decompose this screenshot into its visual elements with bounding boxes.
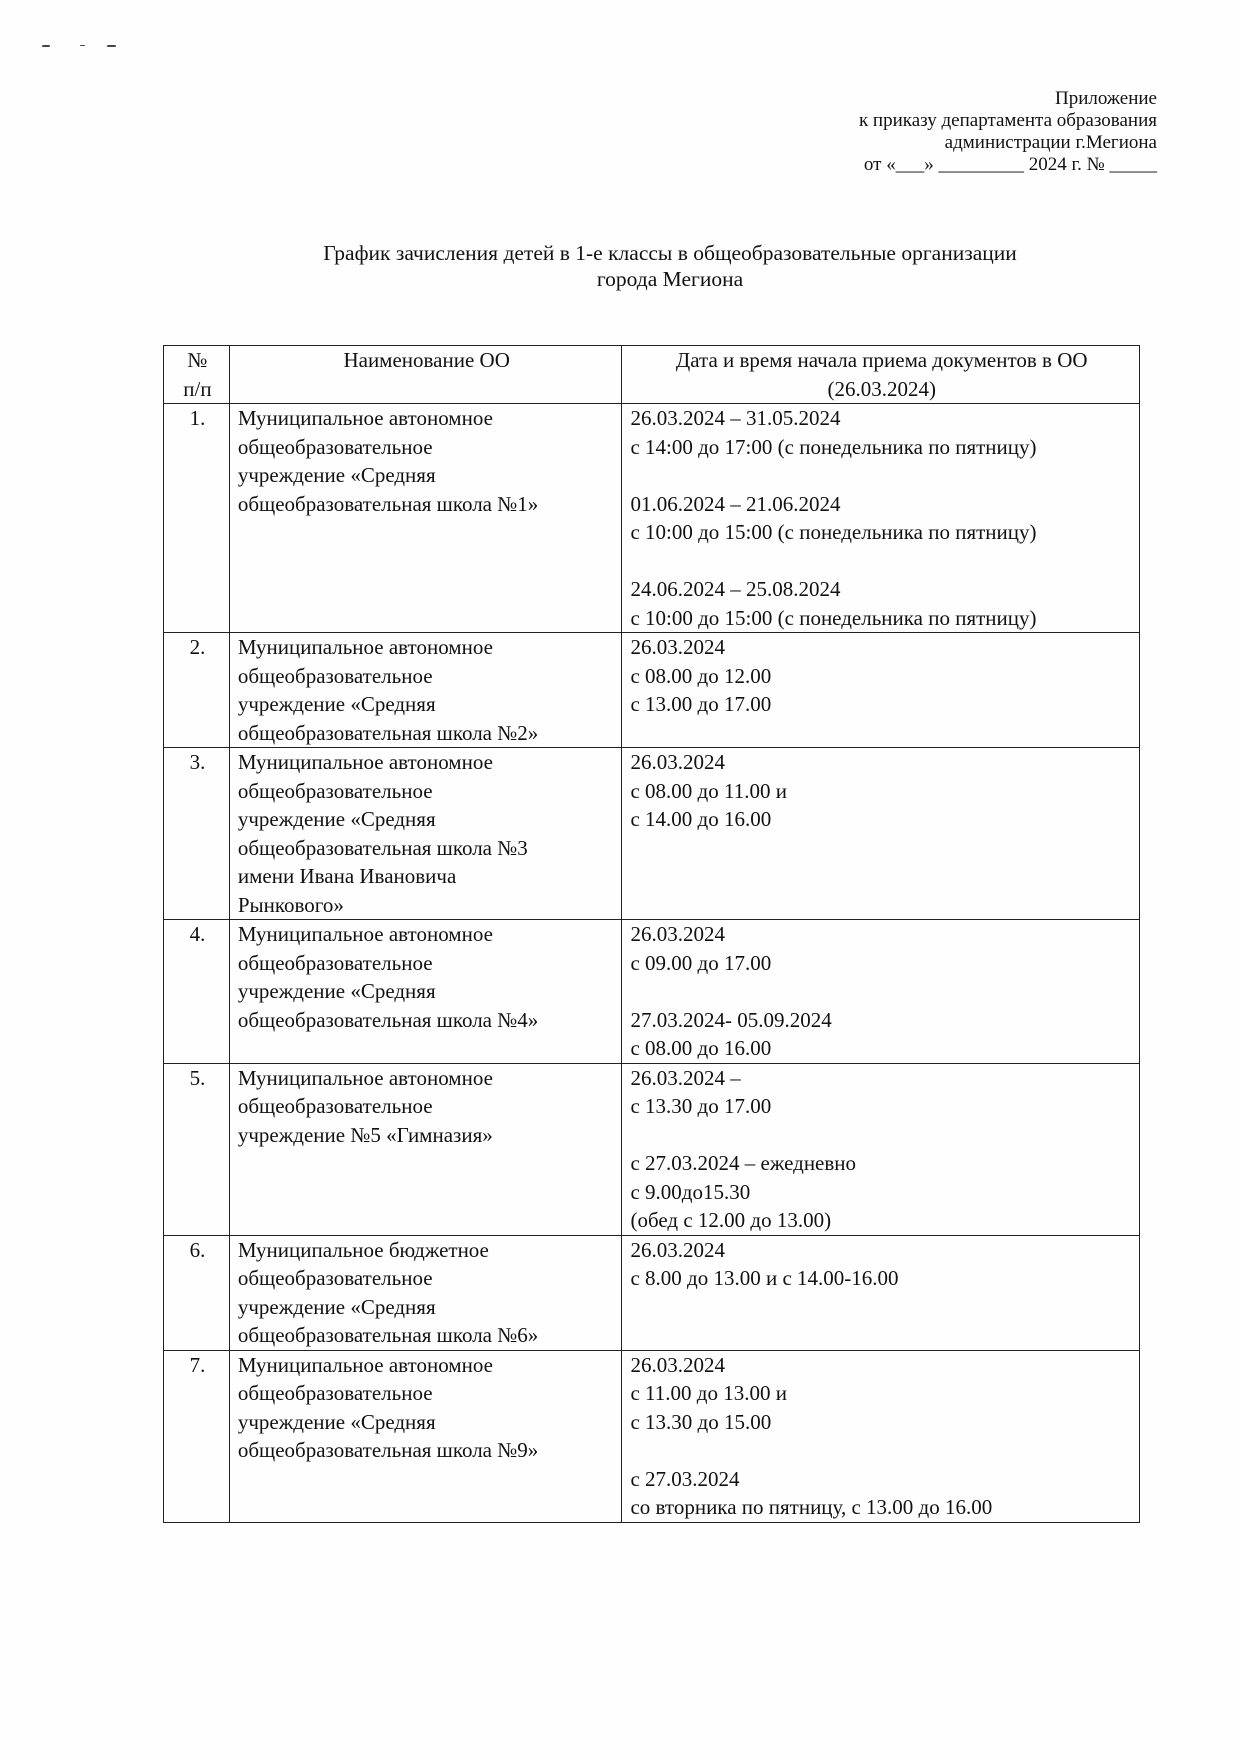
organization-name-line: Муниципальное бюджетное	[237, 1237, 489, 1262]
schedule-line: 26.03.2024	[630, 635, 725, 659]
scan-artifact-mark	[80, 45, 85, 46]
organization-name-line: общеобразовательная школа №4»	[237, 1007, 539, 1032]
schedule-line: с 11.00 до 13.00 и	[630, 1381, 787, 1405]
approval-line: от «___» _________ 2024 г. № _____	[863, 154, 1157, 175]
organization-name-line: общеобразовательное	[237, 1094, 433, 1118]
organization-name	[229, 748, 622, 920]
schedule-line: 26.03.2024 –	[630, 1065, 741, 1090]
approval-line: администрации г.Мегиона	[944, 132, 1157, 153]
schedule-cell	[622, 748, 1140, 920]
organization-name-line: общеобразовательное	[237, 950, 433, 975]
organization-name-line: имени Ивана Ивановича	[237, 864, 457, 888]
schedule-gap	[630, 461, 1133, 490]
schedule-line: с 9.00до15.30	[630, 1179, 751, 1204]
header-number	[164, 346, 230, 404]
schedule-line: 26.03.2024	[630, 750, 725, 774]
schedule-line: с 8.00 до 13.00 и с 14.00-16.00	[630, 1266, 899, 1290]
organization-name-line: Муниципальное автономное	[237, 1065, 493, 1090]
header-text: Дата и время начала приема документов в ОО	[675, 348, 1088, 372]
scan-artifact-mark	[42, 45, 50, 47]
row-number: 5.	[164, 1063, 230, 1235]
title-line: города Мегиона	[596, 267, 744, 291]
schedule-line: 26.03.2024	[630, 1237, 725, 1262]
header-name	[229, 346, 622, 404]
schedule-cell	[622, 920, 1140, 1064]
schedule-line: (обед с 12.00 до 13.00)	[630, 1208, 832, 1232]
organization-name-line: учреждение №5 «Гимназия»	[237, 1122, 493, 1147]
row-number: 2.	[164, 633, 230, 748]
organization-name-line: общеобразовательная школа №6»	[237, 1323, 539, 1347]
organization-name-line: учреждение «Средняя	[237, 1409, 436, 1434]
organization-name-line: учреждение «Средняя	[237, 807, 436, 831]
table-row	[164, 1235, 1140, 1350]
organization-name	[229, 1350, 622, 1522]
schedule-cell	[622, 1235, 1140, 1350]
organization-name-line: общеобразовательная школа №9»	[237, 1438, 539, 1462]
row-number: 4.	[164, 920, 230, 1064]
approval-block	[859, 88, 1157, 176]
schedule-line: 24.06.2024 – 25.08.2024	[630, 577, 841, 601]
schedule-line: 27.03.2024- 05.09.2024	[630, 1007, 832, 1032]
table-header-row	[164, 346, 1140, 404]
organization-name-line: общеобразовательная школа №1»	[237, 491, 539, 516]
header-date	[622, 346, 1140, 404]
title-line: График зачисления детей в 1-е классы в общеобразовательные организации	[323, 241, 1017, 265]
document-title	[0, 240, 1237, 292]
organization-name	[229, 920, 622, 1064]
schedule-line: с 08.00 до 12.00	[630, 663, 772, 688]
schedule-line: с 27.03.2024	[630, 1466, 740, 1491]
row-number: 7.	[164, 1350, 230, 1522]
schedule-line: с 27.03.2024 – ежедневно	[630, 1151, 857, 1175]
schedule-line: 26.03.2024	[630, 1352, 725, 1377]
schedule-line: с 13.30 до 15.00	[630, 1409, 772, 1434]
organization-name-line: Рынкового»	[237, 892, 344, 917]
enrollment-schedule-table	[163, 345, 1140, 1523]
organization-name-line: общеобразовательное	[237, 434, 433, 459]
organization-name	[229, 1063, 622, 1235]
schedule-line: 26.03.2024	[630, 922, 725, 946]
row-number: 1.	[164, 404, 230, 633]
organization-name-line: общеобразовательная школа №3	[237, 835, 528, 860]
schedule-line: с 13.00 до 17.00	[630, 692, 772, 716]
schedule-gap	[630, 1121, 1133, 1150]
schedule-line: с 10:00 до 15:00 (с понедельника по пятницу)	[630, 605, 1037, 630]
table-row	[164, 748, 1140, 920]
schedule-line: со вторника по пятницу, с 13.00 до 16.00	[630, 1495, 993, 1519]
table-row	[164, 404, 1140, 633]
organization-name-line: учреждение «Средняя	[237, 463, 436, 487]
organization-name-line: учреждение «Средняя	[237, 692, 436, 716]
organization-name-line: учреждение «Средняя	[237, 1294, 436, 1319]
table-row	[164, 920, 1140, 1064]
schedule-cell	[622, 633, 1140, 748]
organization-name-line: общеобразовательное	[237, 1266, 433, 1290]
table-row	[164, 633, 1140, 748]
schedule-line: с 08.00 до 11.00 и	[630, 778, 787, 803]
schedule-cell	[622, 404, 1140, 633]
organization-name-line: общеобразовательное	[237, 1381, 433, 1405]
organization-name-line: Муниципальное автономное	[237, 922, 493, 946]
organization-name-line: Муниципальное автономное	[237, 750, 493, 774]
row-number: 6.	[164, 1235, 230, 1350]
organization-name-line: Муниципальное автономное	[237, 406, 493, 430]
schedule-line: с 14.00 до 16.00	[630, 807, 772, 831]
header-text: №	[187, 348, 208, 372]
table-body	[164, 404, 1140, 1523]
schedule-line: с 13.30 до 17.00	[630, 1094, 772, 1118]
schedule-line: с 09.00 до 17.00	[630, 950, 772, 975]
organization-name	[229, 633, 622, 748]
schedule-cell	[622, 1350, 1140, 1522]
organization-name-line: общеобразовательная школа №2»	[237, 720, 539, 745]
schedule-line: с 08.00 до 16.00	[630, 1036, 772, 1060]
schedule-gap	[630, 547, 1133, 576]
schedule-line: 26.03.2024 – 31.05.2024	[630, 406, 841, 430]
table-row	[164, 1063, 1140, 1235]
scan-artifact-mark	[107, 45, 116, 47]
schedule-cell	[622, 1063, 1140, 1235]
schedule-line: 01.06.2024 – 21.06.2024	[630, 491, 841, 516]
approval-line: к приказу департамента образования	[858, 110, 1157, 131]
schedule-line: с 14:00 до 17:00 (с понедельника по пятницу)	[630, 434, 1037, 459]
header-text: п/п	[183, 376, 212, 401]
header-text: (26.03.2024)	[827, 376, 936, 401]
organization-name	[229, 1235, 622, 1350]
organization-name-line: Муниципальное автономное	[237, 635, 493, 659]
schedule-gap	[630, 977, 1133, 1006]
organization-name-line: учреждение «Средняя	[237, 979, 436, 1003]
approval-line: Приложение	[1055, 88, 1157, 109]
organization-name-line: общеобразовательное	[237, 663, 433, 688]
schedule-gap	[630, 1436, 1133, 1465]
row-number: 3.	[164, 748, 230, 920]
organization-name-line: общеобразовательное	[237, 778, 433, 803]
organization-name-line: Муниципальное автономное	[237, 1352, 493, 1377]
table-row	[164, 1350, 1140, 1522]
schedule-line: с 10:00 до 15:00 (с понедельника по пятницу)	[630, 520, 1037, 544]
organization-name	[229, 404, 622, 633]
header-text: Наименование ОО	[343, 348, 510, 372]
